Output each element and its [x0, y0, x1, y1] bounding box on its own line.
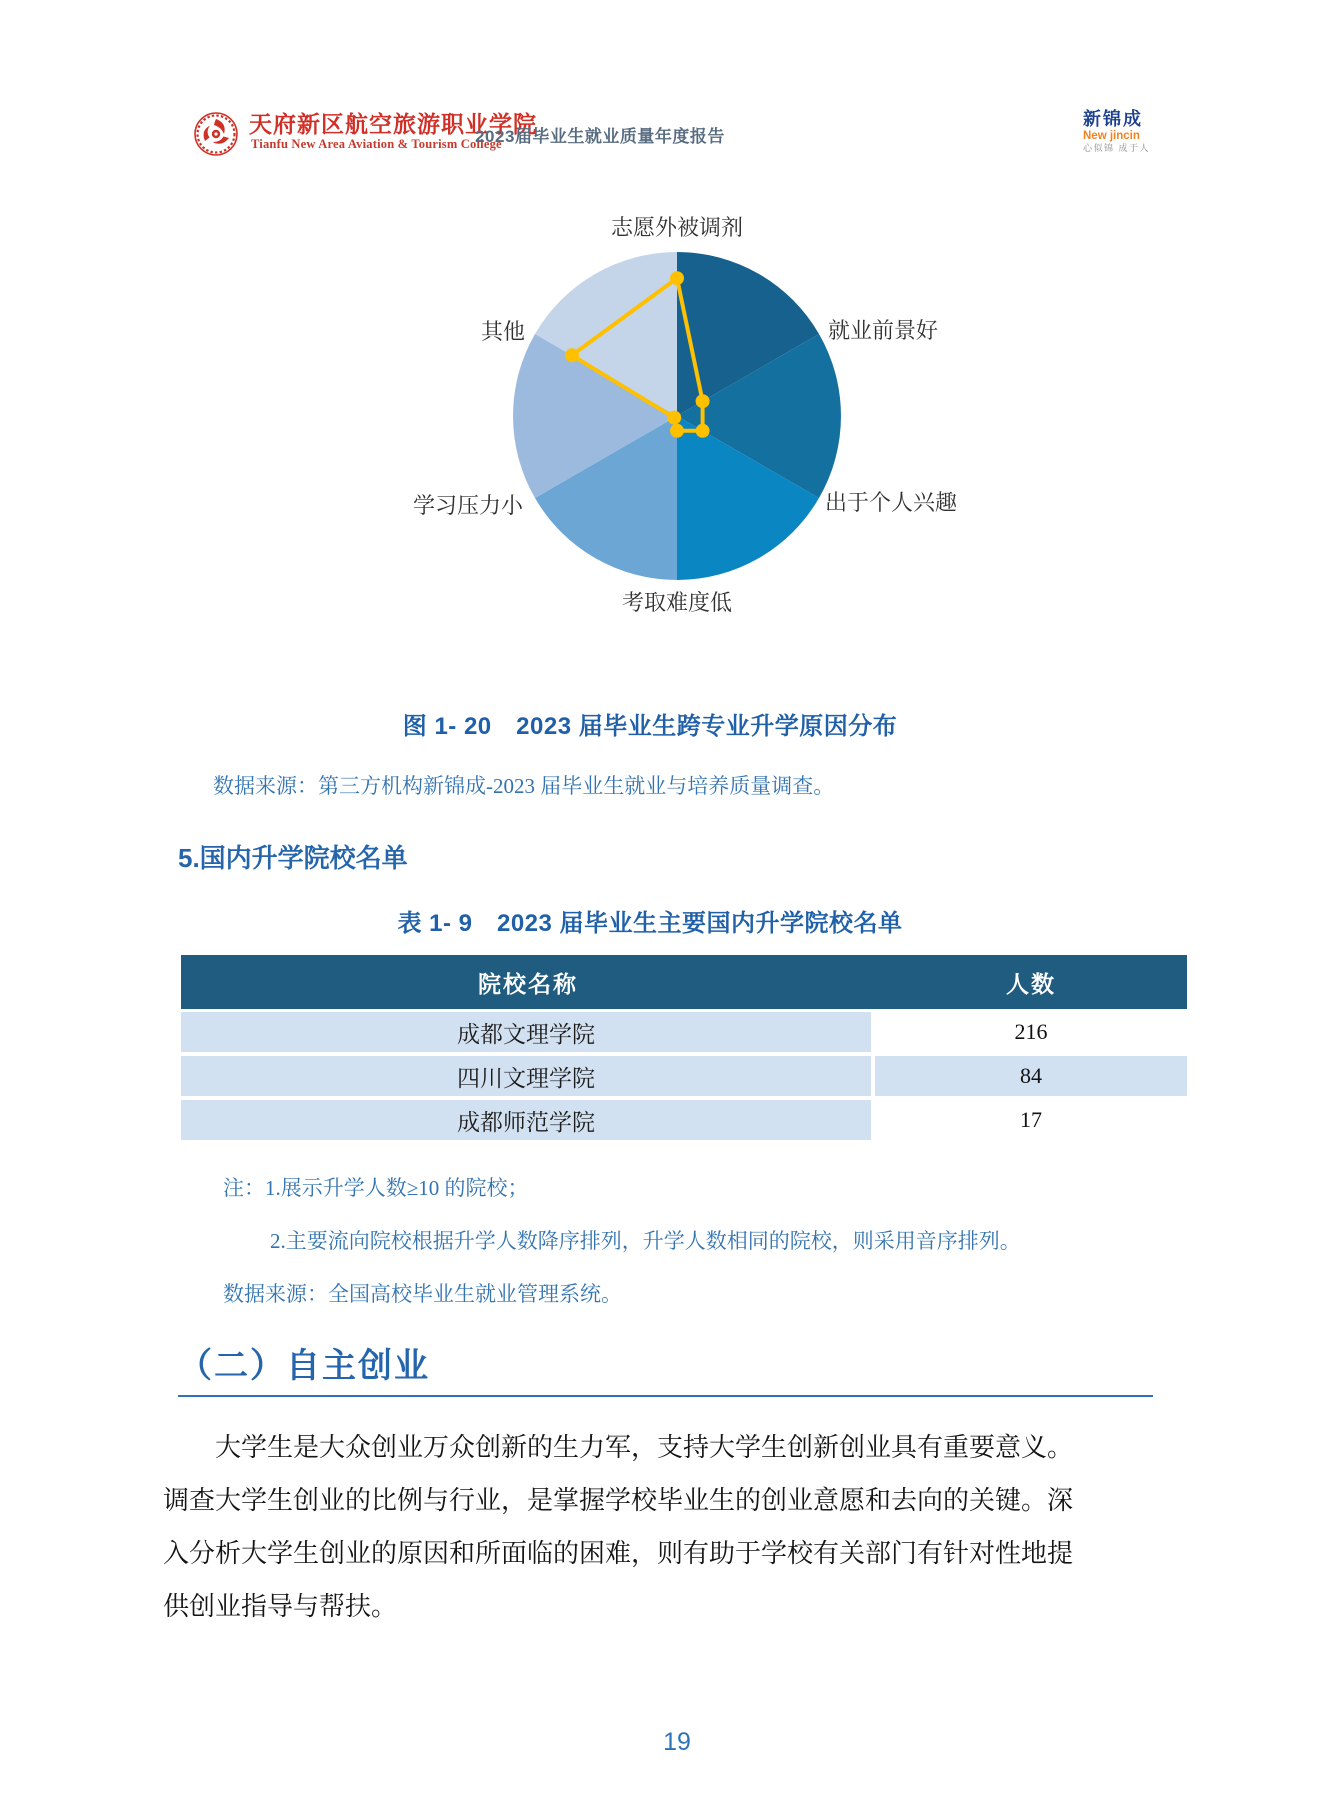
table-note-2: 2.主要流向院校根据升学人数降序排列，升学人数相同的院校，则采用音序排列。 — [270, 1229, 1021, 1253]
section-heading-school-list: 5.国内升学院校名单 — [178, 843, 408, 873]
brand-logo — [1083, 110, 1150, 154]
table-header-school-name: 院校名称 — [478, 970, 578, 997]
school-table — [181, 955, 1187, 1144]
college-logo — [194, 112, 238, 156]
cross-major-reason-radar-chart — [380, 190, 1000, 620]
section-divider-rule — [178, 1395, 1153, 1397]
paragraph-line: 入分析大学生创业的原因和所面临的困难，则有助于学校有关部门有针对性地提 — [163, 1539, 1074, 1568]
brand-name-en: New jincin — [1083, 129, 1140, 142]
radar-data-marker — [696, 424, 710, 438]
table-row — [181, 1012, 1187, 1052]
chart-category-label: 其他 — [480, 319, 525, 344]
school-count-cell: 17 — [875, 1100, 1187, 1140]
school-count-cell: 84 — [875, 1056, 1187, 1096]
chart-category-label: 考取难度低 — [621, 590, 733, 615]
table-note-1: 注：1.展示升学人数≥10 的院校； — [223, 1176, 529, 1200]
page-number: 19 — [663, 1728, 691, 1756]
chart-category-label: 志愿外被调剂 — [610, 215, 744, 240]
table-caption: 表 1- 9 2023 届毕业生主要国内升学院校名单 — [397, 910, 903, 937]
paragraph-line: 大学生是大众创业万众创新的生力军，支持大学生创新创业具有重要意义。 — [215, 1433, 1074, 1462]
section-heading-startup: （二）自主创业 — [178, 1347, 430, 1385]
table-header-count: 人数 — [1006, 970, 1056, 997]
school-name-cell: 成都师范学院 — [181, 1100, 871, 1140]
brand-slogan: 心似锦 成于人 — [1083, 143, 1151, 154]
table-header-row — [181, 955, 1187, 1009]
table-source-note: 数据来源：全国高校毕业生就业管理系统。 — [223, 1282, 622, 1306]
radar-data-marker — [667, 411, 681, 425]
paragraph-line: 供创业指导与帮扶。 — [163, 1592, 398, 1621]
body-paragraph — [163, 1421, 1167, 1633]
phoenix-logo-icon — [194, 112, 238, 156]
college-name-cn: 天府新区航空旅游职业学院 — [249, 112, 537, 137]
header-report-title: 2023届毕业生就业质量年度报告 — [475, 127, 725, 146]
radar-data-marker — [670, 424, 684, 438]
chart-category-label: 就业前景好 — [828, 318, 939, 343]
figure-caption: 图 1- 20 2023 届毕业生跨专业升学原因分布 — [402, 713, 898, 740]
radar-data-marker — [565, 348, 579, 362]
paragraph-line: 调查大学生创业的比例与行业，是掌握学校毕业生的创业意愿和去向的关键。深 — [163, 1486, 1074, 1515]
radar-data-marker — [670, 271, 684, 285]
table-row — [181, 1100, 1187, 1140]
figure-source-note: 数据来源：第三方机构新锦成-2023 届毕业生就业与培养质量调查。 — [213, 774, 835, 798]
college-name-en: Tianfu New Area Aviation & Tourism College — [251, 137, 502, 151]
school-count-cell: 216 — [875, 1012, 1187, 1052]
brand-name-cn: 新锦成 — [1083, 109, 1143, 129]
school-name-cell: 成都文理学院 — [181, 1012, 871, 1052]
radar-data-marker — [696, 394, 710, 408]
chart-category-label: 出于个人兴趣 — [825, 490, 958, 515]
school-name-cell: 四川文理学院 — [181, 1056, 871, 1096]
chart-category-label: 学习压力小 — [412, 493, 523, 518]
table-row — [181, 1056, 1187, 1096]
